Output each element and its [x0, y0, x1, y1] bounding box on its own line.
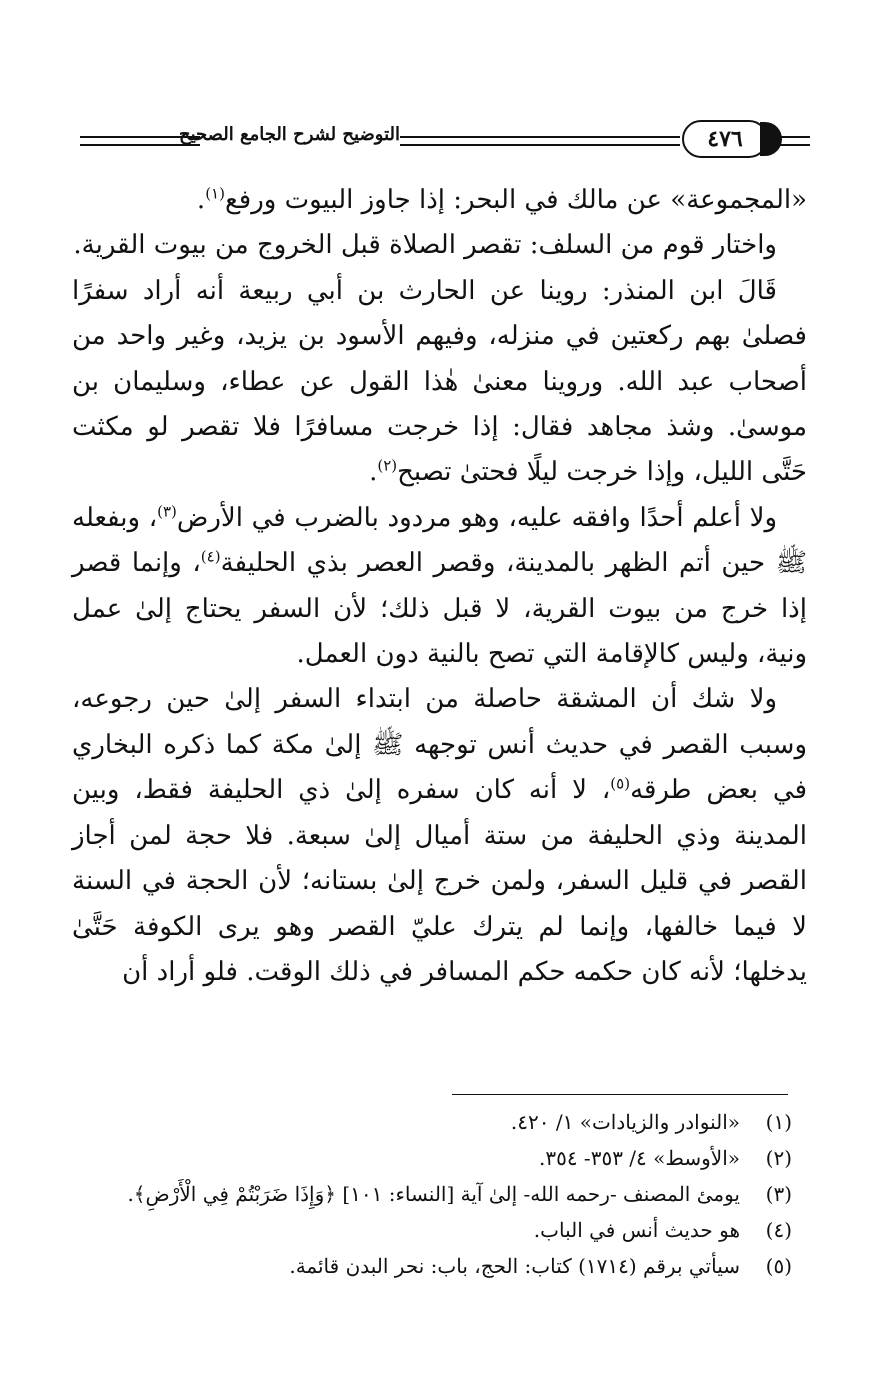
paragraph-3: قَالَ ابن المنذر: روينا عن الحارث بن أبي ربيعة أنه أراد سفرًا فصلىٰ بهم ركعتين في منزله، وفيهم الأسود بن يزيد، وغير واحد من أصحاب عبد الله. وروينا معنىٰ هٰذا القول عن عطاء، وسليمان بن موسىٰ. وشذ مجاهد فقال: إذا خرجت مسافرًا فلا تقصر لو مكثت حَتَّى الليل، وإذا خرجت ليلًا فحتىٰ تصبح$^{(٢)}$. — [72, 275, 807, 488]
paragraph-4: ولا أعلم أحدًا وافقه عليه، وهو مردود بالضرب في الأرض$^{(٣)}$، وبفعله ﷺ حين أتم الظهر بالمدينة، وقصر العصر بذي الحليفة$^{(٤)}$، وإنما قصر إذا خرج من بيوت القرية، لا قبل ذلك؛ لأن السفر يحتاج إلىٰ عمل ونية، وليس كالإقامة التي تصح بالنية دون العمل. — [72, 502, 808, 670]
footnote-number: (٥) — [765, 1254, 792, 1278]
footnote-text: هو حديث أنس في الباب. — [533, 1218, 740, 1242]
footnote-text: «الأوسط» ٤/ ٣٥٣- ٣٥٤. — [538, 1146, 740, 1170]
header-rule — [770, 144, 810, 146]
paragraph-1: «المجموعة» عن مالك في البحر: إذا جاوز البيوت ورفع$^{(١)}$. — [196, 184, 807, 215]
header-rule — [770, 136, 810, 138]
footnote-ref[interactable]: (٤) — [200, 547, 221, 566]
footnote-item — [72, 1140, 792, 1176]
footnotes — [72, 1104, 792, 1284]
footnote-ref[interactable]: (٥) — [610, 774, 631, 793]
footnote-ref[interactable]: (١) — [205, 184, 225, 203]
footnote-item — [72, 1104, 792, 1140]
footnote-number: (٣) — [765, 1182, 792, 1206]
footnote-number: (١) — [765, 1110, 792, 1134]
footnote-number: (٢) — [765, 1146, 792, 1170]
footnote-item — [72, 1212, 792, 1248]
footnote-ref[interactable]: (٣) — [157, 502, 177, 521]
book-title: التوضيح لشرح الجامع الصحيح — [178, 124, 400, 145]
main-text — [72, 178, 807, 995]
footnote-number: (٤) — [765, 1218, 792, 1242]
header-rule — [400, 144, 680, 146]
page-number-frame — [682, 120, 768, 158]
footnote-text: سيأتي برقم (١٧١٤) كتاب: الحج، باب: نحر البدن قائمة. — [289, 1254, 740, 1278]
footnote-ref[interactable]: (٢) — [377, 456, 398, 475]
paragraph-5: ولا شك أن المشقة حاصلة من ابتداء السفر إلىٰ حين رجوعه، وسبب القصر في حديث أنس توجهه ﷺ إلىٰ مكة كما ذكره البخاري في بعض طرقه$^{(٥)}$، لا أنه كان سفره إلىٰ ذي الحليفة فقط، وبين المدينة وذي الحليفة من ستة أميال إلىٰ سبعة. فلا حجة لمن أجاز القصر في قليل السفر، ولمن خرج إلىٰ بستانه؛ لأن الحجة في السنة لا فيما خالفها، وإنما لم يترك عليّ القصر وهو يرى الكوفة حَتَّىٰ يدخلها؛ لأنه كان حكمه حكم المسافر في ذلك الوقت. فلو أراد أن — [72, 684, 808, 987]
footnote-item — [72, 1176, 792, 1212]
footnote-text: يومئ المصنف -رحمه الله- إلىٰ آية [النساء: ١٠١] ﴿وَإِذَا ضَرَبْتُمْ فِي الْأَرْضِ﴾. — [127, 1182, 740, 1206]
footnote-separator — [452, 1094, 788, 1095]
footnote-item — [72, 1248, 792, 1284]
footnote-text: «النوادر والزيادات» ١/ ٤٢٠. — [510, 1110, 740, 1134]
header-rule — [400, 136, 680, 138]
page-number: ٤٧٦ — [707, 126, 743, 152]
running-header — [70, 120, 810, 168]
paragraph-2: واختار قوم من السلف: تقصر الصلاة قبل الخروج من بيوت القرية. — [73, 230, 777, 261]
